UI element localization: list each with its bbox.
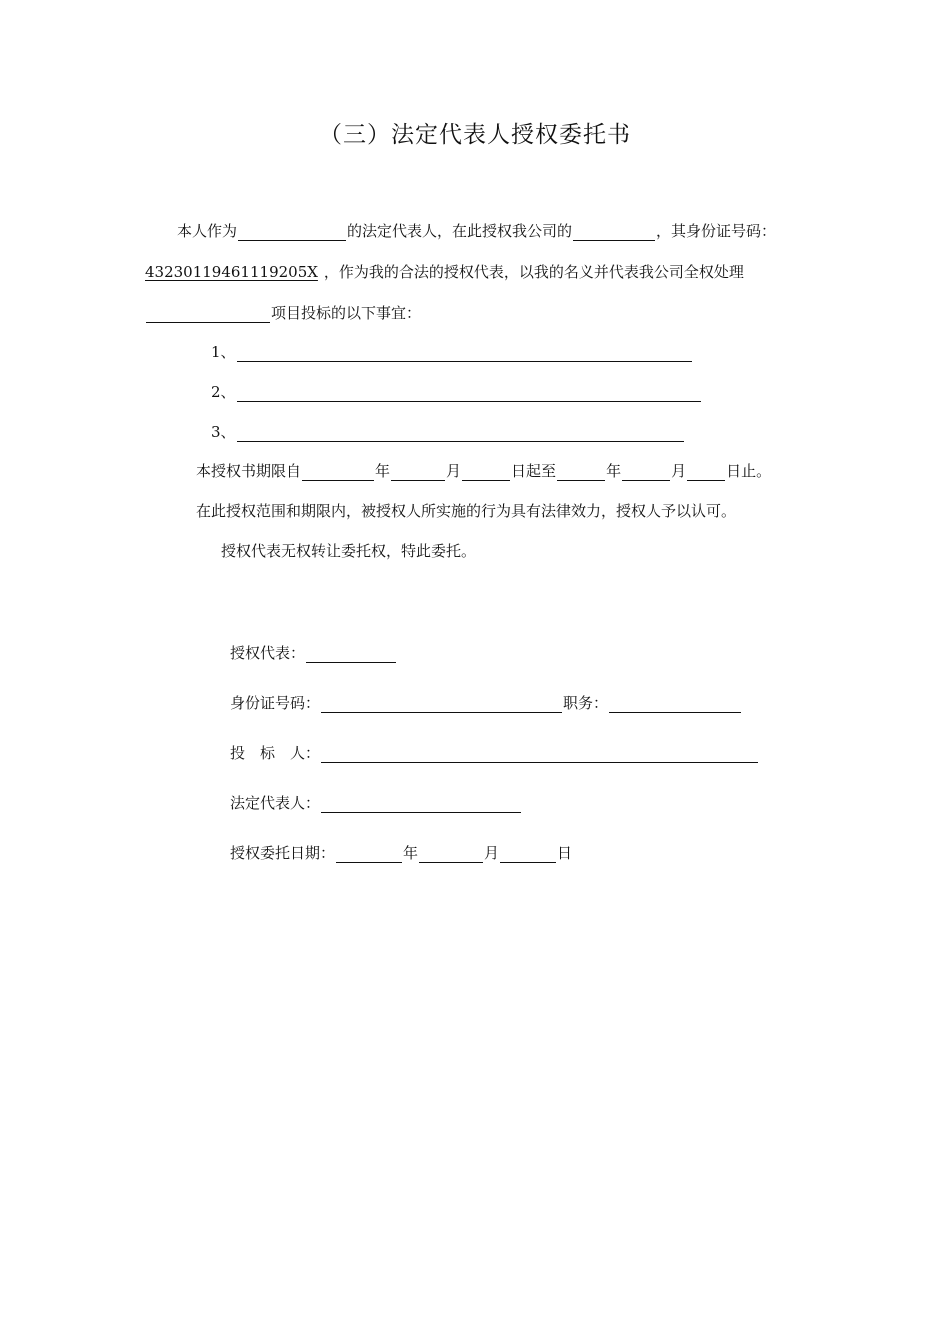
date-day-blank[interactable] — [500, 844, 556, 863]
intro-text-4: ，作为我的合法的授权代表，以我的名义并代表我公司全权处理 — [323, 263, 744, 281]
intro-text-5: 项目投标的以下事宜： — [271, 304, 422, 322]
legal-rep-label: 法定代表人： — [230, 794, 321, 812]
item-1-blank[interactable] — [237, 343, 692, 362]
date-month-blank[interactable] — [419, 844, 483, 863]
no-transfer-line — [221, 541, 476, 561]
term-day-1: 日起至 — [511, 462, 557, 480]
intro-line-3 — [145, 303, 421, 323]
rep-name-blank[interactable] — [306, 644, 396, 663]
position-label: 职务： — [563, 694, 609, 712]
intro-text-2: 的法定代表人，在此授权我公司的 — [347, 222, 573, 240]
intro-text-3: ，其身份证号码： — [656, 222, 777, 240]
rep-label: 授权代表： — [230, 644, 306, 662]
end-day-blank[interactable] — [687, 462, 725, 481]
bidder-label: 投 标 人： — [230, 744, 321, 762]
term-year-2: 年 — [606, 462, 622, 480]
start-day-blank[interactable] — [462, 462, 510, 481]
term-year-1: 年 — [375, 462, 391, 480]
representative-name-blank[interactable] — [573, 222, 655, 241]
company-name-blank[interactable] — [238, 222, 346, 241]
term-month-2: 月 — [671, 462, 687, 480]
term-line — [196, 461, 771, 481]
item-3-blank[interactable] — [237, 423, 684, 442]
intro-line-1 — [177, 221, 776, 241]
item-2-blank[interactable] — [237, 383, 701, 402]
date-year-blank[interactable] — [336, 844, 402, 863]
item-number: 1、 — [211, 343, 236, 361]
signature-rep-row — [230, 643, 397, 663]
id-number-blank[interactable] — [321, 694, 562, 713]
signature-id-row — [230, 693, 742, 713]
end-year-blank[interactable] — [557, 462, 605, 481]
date-month: 月 — [484, 844, 500, 862]
validity-line — [196, 501, 736, 521]
position-blank[interactable] — [609, 694, 741, 713]
legal-rep-blank[interactable] — [321, 794, 521, 813]
term-end: 日止。 — [726, 462, 772, 480]
intro-line-2 — [145, 262, 744, 282]
no-transfer-text: 授权代表无权转让委托权，特此委托。 — [221, 542, 477, 560]
term-text-start: 本授权书期限自 — [196, 462, 302, 480]
date-year: 年 — [403, 844, 419, 862]
end-month-blank[interactable] — [622, 462, 670, 481]
item-number: 3、 — [211, 423, 236, 441]
project-name-blank[interactable] — [146, 304, 270, 323]
item-row-2 — [211, 382, 702, 402]
signature-date-row — [230, 843, 572, 863]
start-month-blank[interactable] — [391, 462, 445, 481]
intro-text-1: 本人作为 — [177, 222, 238, 240]
id-number-value: 43230119461119205X — [145, 263, 318, 281]
signature-legal-rep-row — [230, 793, 522, 813]
item-row-1 — [211, 342, 693, 362]
signature-bidder-row — [230, 743, 759, 763]
item-row-3 — [211, 422, 685, 442]
start-year-blank[interactable] — [302, 462, 374, 481]
bidder-blank[interactable] — [321, 744, 758, 763]
term-month-1: 月 — [446, 462, 462, 480]
id-label: 身份证号码： — [230, 694, 321, 712]
item-number: 2、 — [211, 383, 236, 401]
date-day: 日 — [557, 844, 573, 862]
date-label: 授权委托日期： — [230, 844, 336, 862]
validity-text: 在此授权范围和期限内，被授权人所实施的行为具有法律效力，授权人予以认可。 — [196, 502, 737, 520]
document-title: （三）法定代表人授权委托书 — [319, 122, 631, 148]
